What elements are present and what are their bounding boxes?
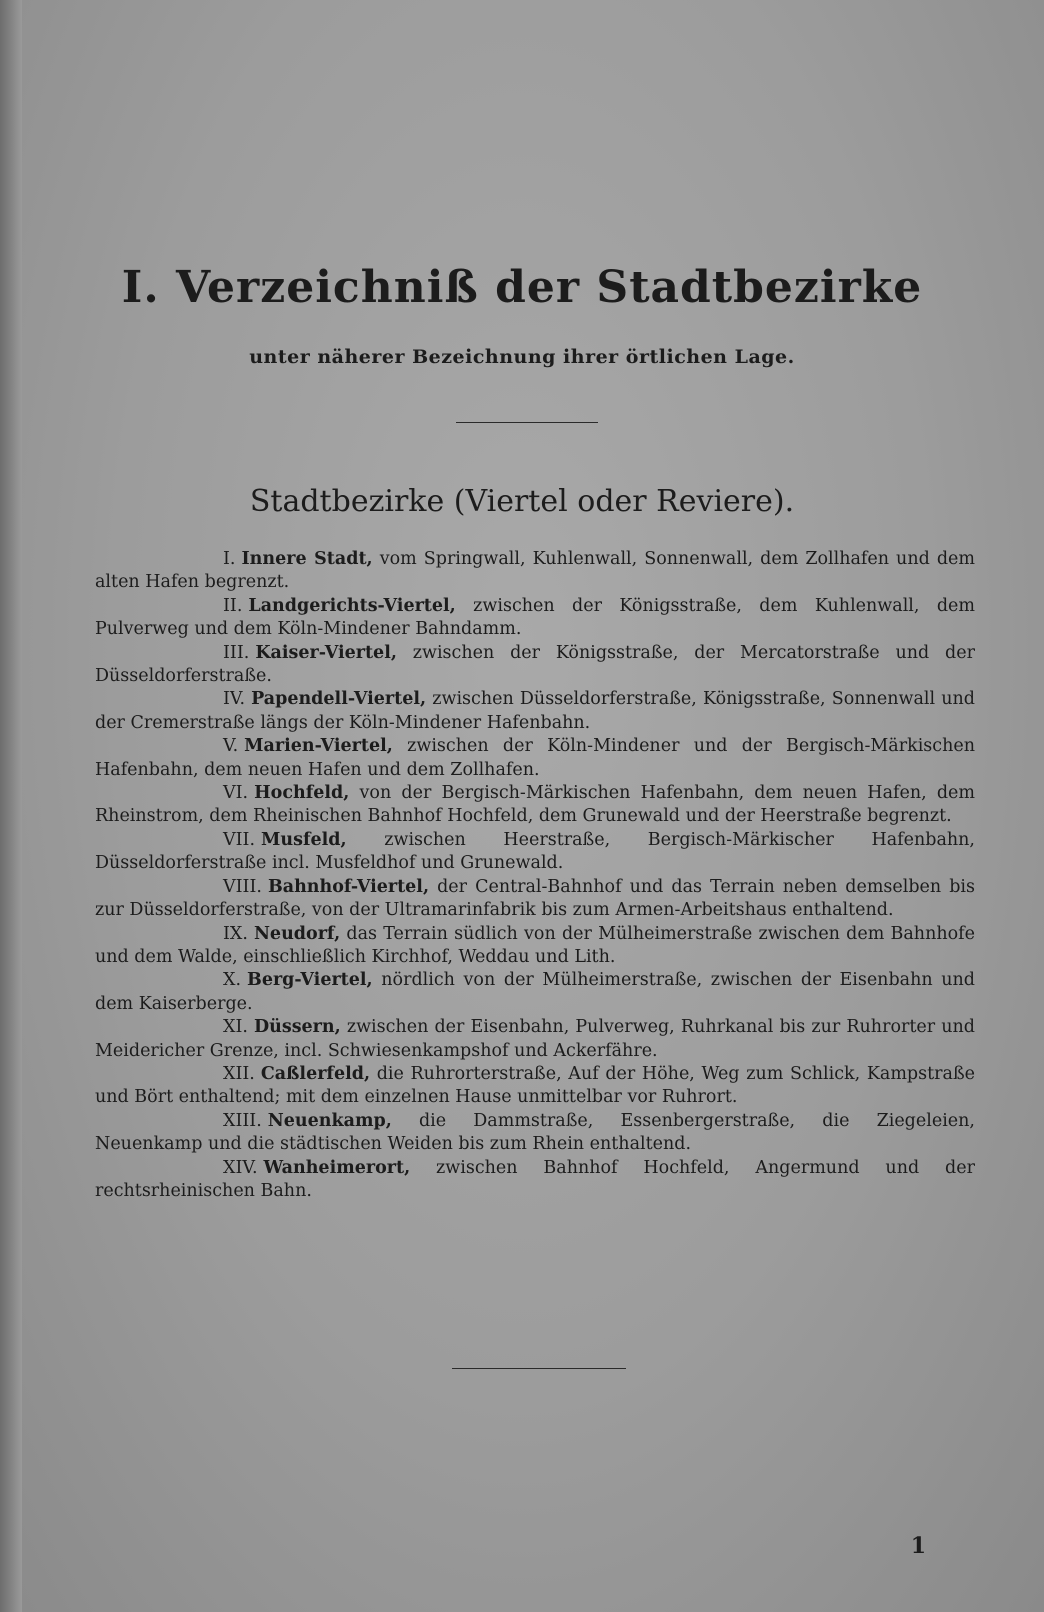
district-description: zwischen Bahnhof Hochfeld, Angermund und der rechtsrheinischen Bahn. xyxy=(95,1157,975,1201)
district-description: das Terrain südlich von der Mülheimerstraße zwischen dem Bahnhofe und dem Walde, einschließlich Kirchhof, Weddau und Lith. xyxy=(95,923,975,967)
district-number: VIII. xyxy=(223,876,262,897)
divider-rule-bottom xyxy=(452,1368,626,1369)
page-title: I. Verzeichniß der Stadtbezirke xyxy=(121,262,923,313)
district-number: II. xyxy=(223,595,243,616)
district-description: von der Bergisch-Märkischen Hafenbahn, dem neuen Hafen, dem Rheinstrom, dem Rheinischen Bahnhof Hochfeld, dem Grunewald und der Heerstraße begrenzt. xyxy=(95,783,975,827)
district-description: vom Springwall, Kuhlenwall, Sonnenwall, dem Zollhafen und dem alten Hafen begrenzt. xyxy=(95,549,975,593)
district-name: Kaiser-Viertel, xyxy=(255,642,397,663)
district-number: IX. xyxy=(223,923,248,944)
district-entry xyxy=(95,548,975,595)
district-entry xyxy=(95,642,975,689)
book-spine-shadow xyxy=(0,0,22,1612)
district-number: XI. xyxy=(223,1017,248,1038)
district-number: XII. xyxy=(223,1063,255,1084)
district-number: VI. xyxy=(223,783,249,804)
district-name: Neuenkamp, xyxy=(267,1110,392,1131)
district-description: zwischen der Köln-Mindener und der Bergisch-Märkischen Hafenbahn, dem neuen Hafen und dem Zollhafen. xyxy=(95,736,975,780)
district-name: Bahnhof-Viertel, xyxy=(267,876,430,897)
page-subtitle: unter näherer Bezeichnung ihrer örtlichen Lage. xyxy=(249,346,795,368)
district-description: zwischen der Eisenbahn, Pulverweg, Ruhrkanal bis zur Ruhrorter und Meidericher Grenze, incl. Schwiesenkampshof und Ackerfähre. xyxy=(95,1017,975,1061)
district-name: Neudorf, xyxy=(253,923,341,944)
district-name: Marien-Viertel, xyxy=(244,736,393,757)
district-entry xyxy=(95,1110,975,1157)
district-name: Landgerichts-Viertel, xyxy=(248,595,456,616)
district-name: Papendell-Viertel, xyxy=(251,689,427,710)
district-name: Wanheimerort, xyxy=(263,1157,411,1178)
district-name: Caßlerfeld, xyxy=(260,1063,371,1084)
district-description: zwischen Heerstraße, Bergisch-Märkischer Hafenbahn, Düsseldorferstraße incl. Musfeldhof und Grunewald. xyxy=(95,829,975,874)
district-entry xyxy=(95,595,975,642)
district-number: V. xyxy=(223,736,239,757)
district-entry xyxy=(95,876,975,923)
district-entry xyxy=(95,782,975,829)
district-entry xyxy=(95,735,975,782)
district-entry xyxy=(95,1157,975,1204)
district-number: VII. xyxy=(223,829,256,850)
district-number: III. xyxy=(223,642,250,663)
district-entry xyxy=(95,1063,975,1110)
district-name: Hochfeld, xyxy=(254,783,350,804)
district-number: XIV. xyxy=(223,1157,258,1178)
page-number: 1 xyxy=(910,1533,926,1559)
district-number: X. xyxy=(223,970,242,991)
district-name: Düssern, xyxy=(253,1017,341,1038)
district-description: zwischen der Königsstraße, dem Kuhlenwall, dem Pulverweg und dem Köln-Mindener Bahndamm. xyxy=(95,595,975,640)
district-description: die Dammstraße, Essenbergerstraße, die Ziegeleien, Neuenkamp und die städtischen Weiden bis zum Rhein enthaltend. xyxy=(95,1110,975,1155)
district-entry xyxy=(95,923,975,970)
district-description: die Ruhrorterstraße, Auf der Höhe, Weg zum Schlick, Kampstraße und Bört enthaltend; mit dem einzelnen Hause unmittelbar vor Ruhrort. xyxy=(95,1063,975,1108)
district-number: IV. xyxy=(223,689,246,710)
district-description: nördlich von der Mülheimerstraße, zwischen der Eisenbahn und dem Kaiserberge. xyxy=(95,970,975,1014)
section-heading: Stadtbezirke (Viertel oder Reviere). xyxy=(249,484,795,519)
district-description: zwischen der Königsstraße, der Mercatorstraße und der Düsseldorferstraße. xyxy=(95,642,975,687)
district-description: zwischen Düsseldorferstraße, Königsstraße, Sonnenwall und der Cremerstraße längs der Köln-Mindener Hafenbahn. xyxy=(95,689,975,733)
district-description: der Central-Bahnhof und das Terrain neben demselben bis zur Düsseldorferstraße, von der Ultramarinfabrik bis zum Armen-Arbeitshaus enthaltend. xyxy=(95,876,975,921)
district-entry xyxy=(95,969,975,1016)
divider-rule-top xyxy=(456,422,598,423)
district-number: XIII. xyxy=(223,1110,262,1131)
district-number: I. xyxy=(223,549,236,569)
district-entry xyxy=(95,829,975,876)
district-list xyxy=(95,548,975,1203)
district-name: Berg-Viertel, xyxy=(247,970,373,991)
district-name: Innere Stadt, xyxy=(241,549,373,569)
district-name: Musfeld, xyxy=(261,829,347,850)
district-entry xyxy=(95,688,975,735)
district-entry xyxy=(95,1016,975,1063)
